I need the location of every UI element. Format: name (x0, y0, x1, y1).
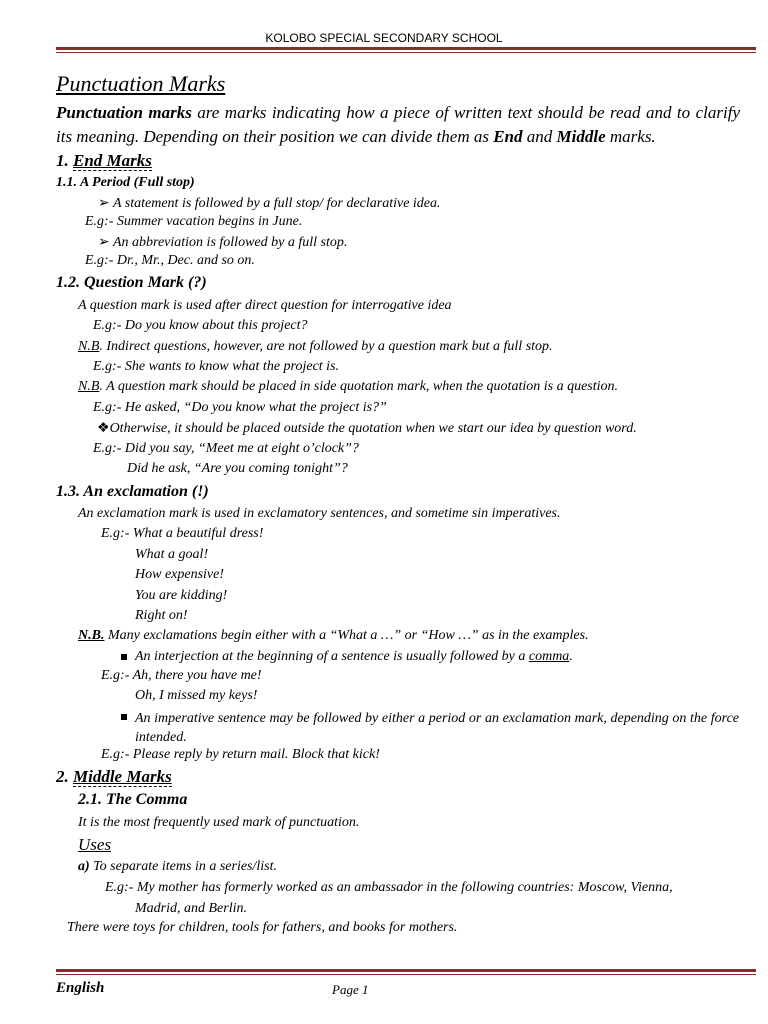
exclamation-note (78, 628, 589, 644)
section-2-title: Middle Marks (73, 767, 172, 786)
comma-paragraph-1: It is the most frequently used mark of punctuation. (78, 815, 360, 830)
period-bullet-2-text: An abbreviation is followed by a full stop. (112, 235, 348, 250)
period-bullet-1-text: A statement is followed by a full stop/ for declarative idea. (112, 196, 441, 211)
period-bullet-1 (98, 195, 441, 212)
exclamation-example-4: You are kidding! (135, 588, 228, 603)
question-note-2 (78, 379, 618, 395)
question-example-2: E.g:- She wants to know what the project is. (93, 359, 340, 374)
section-2-number: 2. (56, 767, 73, 786)
nb-label: N.B (78, 379, 100, 394)
question-example-5: Did he ask, “Are you coming tonight”? (127, 461, 348, 476)
footer-rule-thin (56, 974, 756, 975)
footer-rule-thick (56, 969, 756, 972)
footer-subject: English (56, 980, 105, 996)
question-paragraph-1: A question mark is used after direct question for interrogative idea (78, 298, 452, 313)
exclamation-example-3: How expensive! (135, 567, 225, 582)
exclamation-example-1: E.g:- What a beautiful dress! (101, 526, 264, 541)
intro-paragraph (56, 101, 740, 149)
header-school-name: KOLOBO SPECIAL SECONDARY SCHOOL (265, 31, 503, 45)
question-note-1 (78, 339, 553, 355)
section-1-1-heading: 1.1. A Period (Full stop) (56, 175, 195, 190)
exclamation-bullet-1-text: An interjection at the beginning of a sentence is usually followed by a (135, 649, 529, 664)
exclamation-paragraph-1: An exclamation mark is used in exclamatory sentences, and sometime sin imperatives. (78, 506, 561, 521)
period-example-2: E.g:- Dr., Mr., Dec. and so on. (85, 253, 255, 268)
arrowhead-bullet-icon: ➢ (98, 235, 110, 250)
question-bullet-1-text: Otherwise, it should be placed outside the quotation when we start our idea by question word. (109, 421, 637, 436)
exclamation-bullet-1-end: . (569, 649, 573, 664)
comma-use-a (78, 859, 277, 875)
section-2-1-heading: 2.1. The Comma (78, 791, 188, 808)
page-title: Punctuation Marks (56, 71, 226, 96)
exclamation-example-7: Oh, I missed my keys! (135, 688, 258, 703)
square-bullet-icon (121, 714, 127, 720)
question-example-4: E.g:- Did you say, “Meet me at eight o’clock”? (93, 441, 359, 456)
intro-and: and (522, 127, 557, 146)
comma-use-a-text: To separate items in a series/list. (89, 859, 277, 874)
comma-example-1-cont: Madrid, and Berlin. (135, 901, 247, 916)
square-bullet-icon (121, 654, 127, 660)
intro-middle-word: Middle (556, 127, 606, 146)
section-1-2-heading: 1.2. Question Mark (?) (56, 274, 207, 291)
question-bullet-1 (97, 420, 637, 437)
comma-example-2: There were toys for children, tools for fathers, and books for mothers. (67, 920, 458, 935)
diamond-bullet-icon: ❖ (97, 421, 110, 436)
section-1-number: 1. (56, 151, 73, 170)
section-1-heading (56, 151, 152, 171)
comma-example-1: E.g:- My mother has formerly worked as an ambassador in the following countries: Moscow, Vienna, (105, 880, 673, 895)
nb-label: N.B (78, 339, 100, 354)
intro-end-word: End (493, 127, 523, 146)
question-note-1-text: . Indirect questions, however, are not followed by a question mark but a full stop. (99, 339, 553, 354)
exclamation-bullet-2: An imperative sentence may be followed by either a period or an exclamation mark, depending on the force intended. (135, 711, 739, 745)
period-bullet-2 (98, 234, 347, 251)
period-example-1: E.g:- Summer vacation begins in June. (85, 214, 303, 229)
header-rule-thin (56, 52, 756, 53)
comma-use-a-label: a) (78, 859, 90, 874)
question-example-3: E.g:- He asked, “Do you know what the project is?” (93, 400, 387, 415)
section-1-3-heading: 1.3. An exclamation (!) (56, 483, 209, 500)
section-1-title: End Marks (73, 151, 152, 170)
question-note-2-text: . A question mark should be placed in side quotation mark, when the quotation is a question. (99, 379, 619, 394)
exclamation-example-2: What a goal! (135, 547, 209, 562)
section-2-heading (56, 767, 172, 787)
intro-term: Punctuation marks (56, 103, 192, 122)
comma-word: comma (528, 649, 570, 664)
exclamation-note-text: Many exclamations begin either with a “What a …” or “How …” as in the examples. (104, 628, 589, 643)
intro-text-2: marks. (605, 127, 656, 146)
exclamation-example-8: E.g:- Please reply by return mail. Block that kick! (101, 747, 380, 762)
footer-page-number: Page 1 (332, 982, 369, 997)
exclamation-example-5: Right on! (135, 608, 188, 623)
exclamation-example-6: E.g:- Ah, there you have me! (101, 668, 262, 683)
header-rule-thick (56, 47, 756, 50)
uses-heading: Uses (78, 835, 112, 854)
nb-label-bold: N.B. (78, 628, 105, 643)
exclamation-bullet-1 (135, 649, 573, 665)
intro-text-1: are marks indicating how a piece of written text should be read and to clarify its meaning. Depending on their position we can divide them as (56, 103, 740, 146)
question-example-1: E.g:- Do you know about this project? (93, 318, 308, 333)
arrowhead-bullet-icon: ➢ (98, 196, 110, 211)
